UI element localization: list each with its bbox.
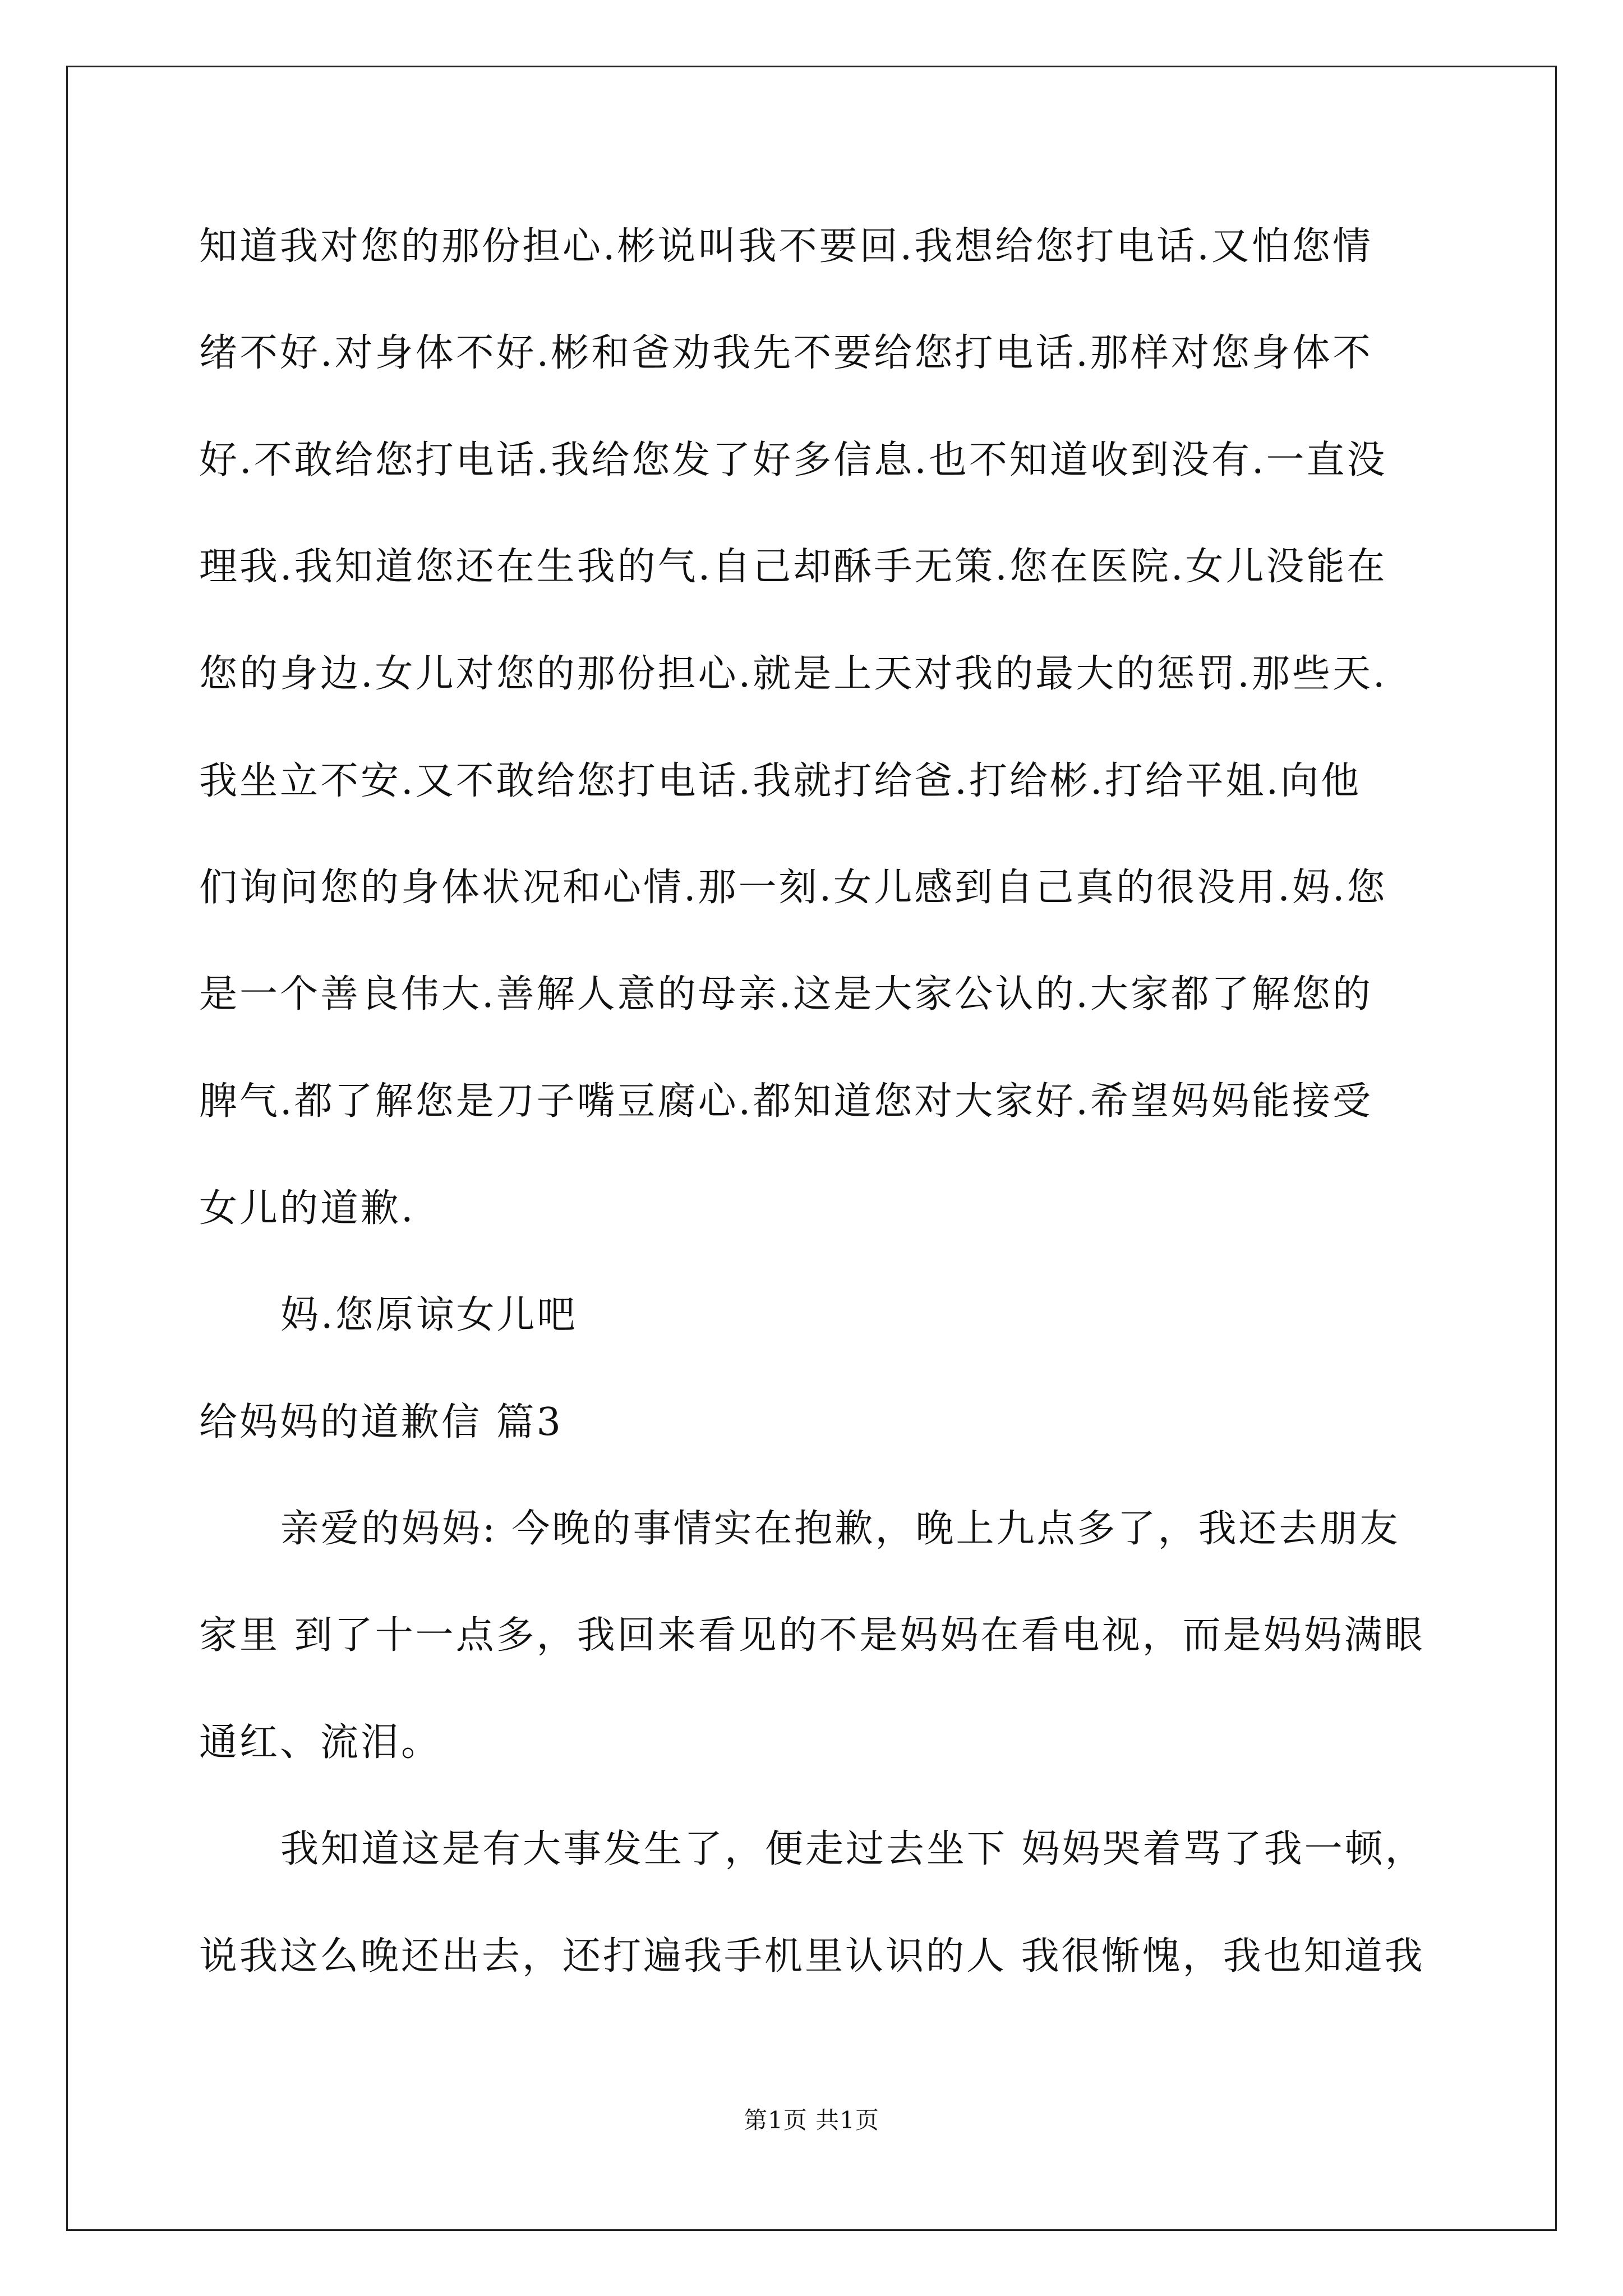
body-line: 们询问您的身体状况和心情.那一刻.女儿感到自己真的很没用.妈.您: [199, 866, 1387, 910]
body-line: 理我.我知道您还在生我的气.自己却酥手无策.您在医院.女儿没能在: [199, 545, 1387, 589]
body-line: 通红、流泪。: [199, 1720, 442, 1765]
body-line: 说我这么晚还出去，还打遍我手机里认识的人 我很惭愧，我也知道我: [199, 1934, 1425, 1978]
section-heading: 给妈妈的道歉信 篇3: [199, 1400, 563, 1444]
body-line: 您的身边.女儿对您的那份担心.就是上天对我的最大的惩罚.那些天.: [199, 652, 1387, 696]
page-border: [66, 66, 1557, 2231]
body-line: 女儿的道歉.: [199, 1186, 416, 1231]
body-line: 脾气.都了解您是刀子嘴豆腐心.都知道您对大家好.希望妈妈能接受: [199, 1079, 1373, 1124]
body-line: 是一个善良伟大.善解人意的母亲.这是大家公认的.大家都了解您的: [199, 972, 1373, 1016]
body-line: 好.不敢给您打电话.我给您发了好多信息.也不知道收到没有.一直没: [199, 438, 1387, 482]
body-line: 我坐立不安.又不敢给您打电话.我就打给爸.打给彬.打给平姐.向他: [199, 759, 1362, 803]
page-footer: 第1页 共1页: [744, 2106, 879, 2134]
body-line: 妈.您原谅女儿吧: [280, 1293, 578, 1337]
body-line: 亲爱的妈妈: 今晚的事情实在抱歉，晚上九点多了，我还去朋友: [280, 1507, 1400, 1551]
body-line: 家里 到了十一点多，我回来看见的不是妈妈在看电视，而是妈妈满眼: [199, 1613, 1425, 1658]
body-line: 绪不好.对身体不好.彬和爸劝我先不要给您打电话.那样对您身体不: [199, 331, 1373, 375]
body-line: 我知道这是有大事发生了，便走过去坐下 妈妈哭着骂了我一顿，: [280, 1827, 1426, 1871]
body-line: 知道我对您的那份担心.彬说叫我不要回.我想给您打电话.又怕您情: [199, 224, 1373, 269]
